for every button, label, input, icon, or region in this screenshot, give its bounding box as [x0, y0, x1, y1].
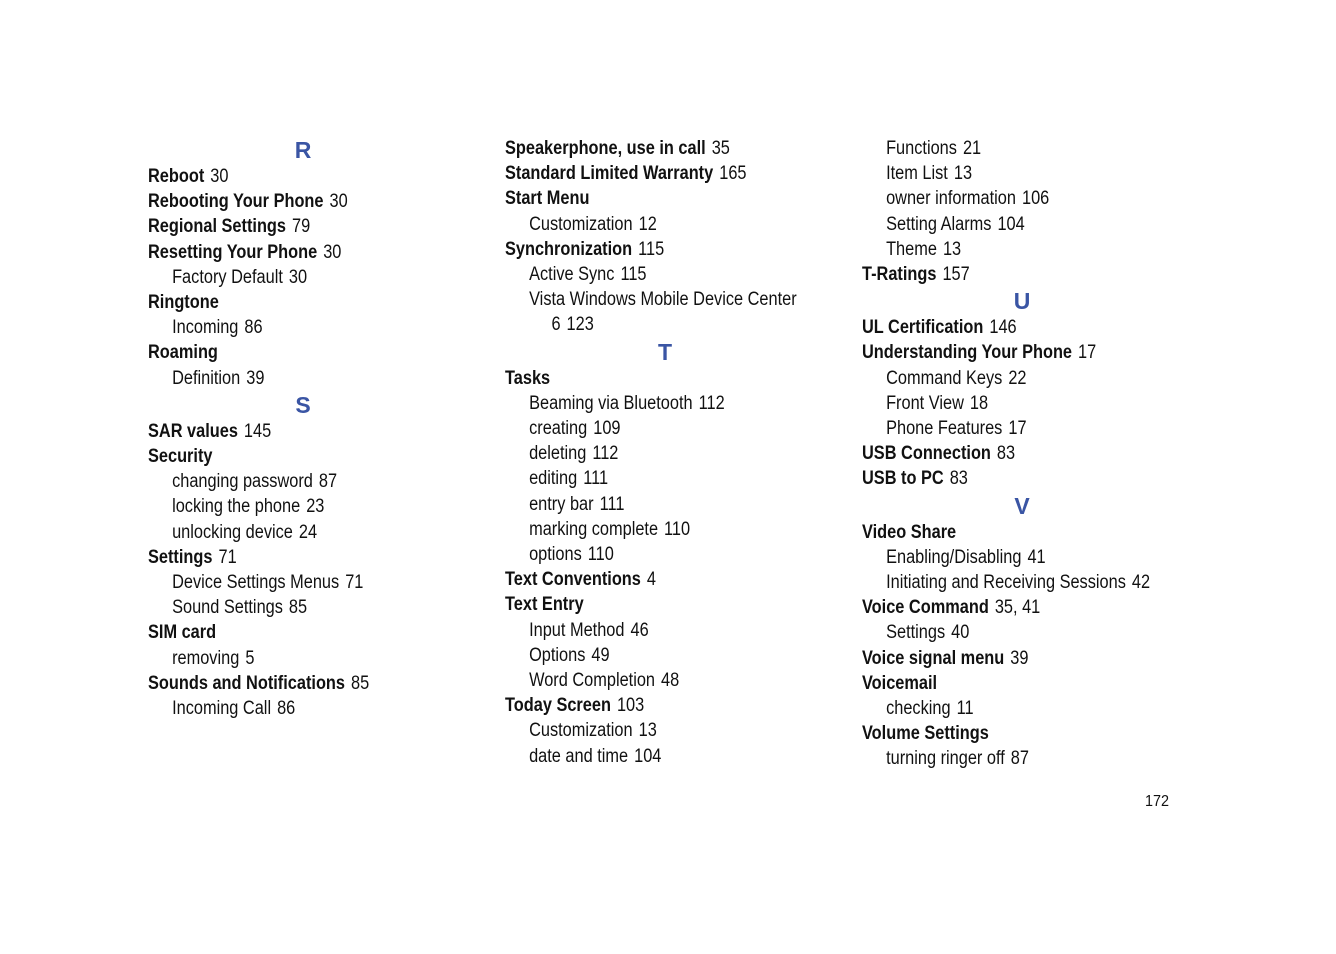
- entry-page-ref: 18: [969, 392, 989, 414]
- entry-term: creating: [529, 418, 588, 440]
- entry-term: Today Screen: [505, 695, 611, 717]
- entry-page-ref: 39: [1010, 647, 1029, 669]
- index-entry: [148, 340, 415, 365]
- entry-page-ref: 13: [953, 163, 973, 185]
- entry-term: Incoming: [172, 317, 239, 339]
- index-entry: [862, 315, 1137, 340]
- index-subentry: [862, 136, 1137, 161]
- index-entry: [148, 164, 415, 189]
- entry-term: Voicemail: [862, 672, 938, 694]
- entry-term: Text Conventions: [505, 569, 641, 591]
- index-subentry: [148, 595, 415, 620]
- entry-term: Roaming: [148, 342, 218, 364]
- entry-page-ref: 30: [288, 266, 308, 288]
- entry-term: Definition: [172, 367, 241, 389]
- entry-page-ref: 30: [323, 241, 342, 263]
- entry-page-ref: 23: [306, 496, 325, 518]
- index-entry: [862, 466, 1137, 491]
- index-entry: [505, 567, 780, 592]
- entry-page-ref: 40: [951, 622, 970, 644]
- entry-page-ref: 35: [711, 138, 730, 159]
- entry-term: Speakerphone, use in call: [505, 138, 706, 159]
- index-subentry: [505, 542, 780, 567]
- entry-page-ref: 109: [593, 418, 621, 440]
- entry-page-ref: 157: [942, 264, 970, 286]
- entry-term: Phone Features: [886, 418, 1003, 440]
- entry-term: turning ringer off: [886, 748, 1005, 770]
- entry-term: Input Method: [529, 619, 625, 641]
- entry-page-ref: 24: [298, 521, 318, 543]
- entry-term: Reboot: [148, 166, 205, 187]
- index-entry: [862, 595, 1137, 620]
- index-subentry: [862, 570, 1151, 595]
- index-subentry: [505, 643, 780, 668]
- entry-term: unlocking device: [172, 521, 293, 543]
- index-subentry: [505, 744, 780, 769]
- entry-term: Security: [148, 446, 213, 468]
- entry-term: Command Keys: [886, 367, 1003, 389]
- entry-term: locking the phone: [172, 496, 301, 518]
- index-entry: [505, 136, 780, 161]
- entry-page-ref: 5: [245, 647, 255, 669]
- section-letter: V: [1014, 492, 1030, 519]
- entry-page-ref: 87: [318, 471, 338, 493]
- index-subentry: [148, 696, 415, 721]
- entry-term: Vista Windows Mobile Device Center: [529, 289, 797, 311]
- index-entry: [505, 693, 780, 718]
- index-entry: [505, 237, 780, 262]
- entry-page-ref: 86: [244, 317, 263, 339]
- index-subentry: [505, 466, 780, 491]
- index-entry: [862, 721, 1137, 746]
- entry-term: Video Share: [862, 521, 957, 543]
- entry-page-ref: 35, 41: [994, 597, 1041, 619]
- index-entry: [148, 620, 415, 645]
- index-entry: [148, 290, 415, 315]
- index-subentry: [862, 237, 1137, 262]
- index-subentry: [505, 517, 780, 542]
- entry-page-ref: 13: [638, 720, 657, 742]
- entry-page-ref: 30: [329, 191, 348, 213]
- entry-term: Active Sync: [529, 264, 615, 286]
- index-subentry: [505, 441, 780, 466]
- entry-term: Voice Command: [862, 597, 989, 619]
- entry-page-ref: 11: [956, 698, 974, 720]
- index-subentry: [862, 186, 1137, 211]
- entry-term: Volume Settings: [862, 723, 989, 745]
- entry-term: Incoming Call: [172, 698, 272, 720]
- entry-page-ref: 112: [592, 443, 619, 465]
- entry-page-ref: 110: [664, 518, 691, 540]
- entry-page-ref: 106: [1021, 188, 1050, 210]
- entry-page-ref: 30: [210, 166, 229, 187]
- index-subentry: [862, 212, 1137, 237]
- section-letter: R: [294, 137, 312, 163]
- index-subentry: [148, 570, 415, 595]
- entry-term: Customization: [529, 213, 633, 235]
- entry-page-ref: 39: [246, 367, 265, 389]
- index-subentry: [862, 545, 1137, 570]
- entry-term: Start Menu: [505, 188, 590, 210]
- index-subentry: [505, 668, 780, 693]
- entry-page-ref: 87: [1010, 748, 1029, 770]
- entry-term: Regional Settings: [148, 216, 287, 238]
- index-subentry: [148, 520, 415, 545]
- index-entry: [862, 340, 1137, 365]
- entry-term: Tasks: [505, 367, 551, 389]
- entry-page-ref: 86: [277, 698, 296, 720]
- index-entry: [148, 419, 415, 444]
- entry-term: Item List: [886, 163, 948, 185]
- entry-page-ref: 22: [1008, 367, 1027, 389]
- entry-page-ref: 13: [942, 238, 962, 260]
- entry-page-ref: 17: [1008, 418, 1027, 440]
- index-entry: [862, 646, 1137, 671]
- entry-term: deleting: [529, 443, 587, 465]
- entry-page-ref: 41: [1027, 546, 1046, 568]
- entry-term: Resetting Your Phone: [148, 241, 318, 263]
- index-entry: [505, 186, 780, 211]
- entry-page-ref: 145: [243, 420, 272, 442]
- entry-page-ref: 46: [630, 619, 649, 641]
- entry-term: Front View: [886, 392, 964, 414]
- index-entry: [862, 441, 1137, 466]
- entry-page-ref: 83: [949, 468, 968, 490]
- entry-page-ref: 71: [345, 572, 364, 594]
- entry-term: Beaming via Bluetooth: [529, 392, 693, 414]
- entry-term: USB to PC: [862, 468, 944, 490]
- entry-page-ref: 165: [719, 163, 747, 185]
- entry-term: 6: [551, 314, 561, 336]
- entry-term: changing password: [172, 471, 313, 493]
- entry-page-ref: 104: [997, 213, 1025, 235]
- entry-page-ref: 111: [599, 493, 625, 515]
- index-subentry: [505, 312, 780, 337]
- index-subentry: [505, 718, 780, 743]
- entry-page-ref: 110: [587, 544, 614, 566]
- entry-term: Settings: [886, 622, 946, 644]
- entry-term: Customization: [529, 720, 633, 742]
- entry-page-ref: 12: [638, 213, 657, 235]
- index-subentry: [148, 646, 415, 671]
- section-letter: U: [1013, 288, 1031, 315]
- entry-term: Synchronization: [505, 238, 633, 260]
- entry-term: Sounds and Notifications: [148, 672, 345, 694]
- entry-page-ref: 111: [583, 468, 609, 490]
- index-entry: [505, 366, 780, 391]
- index-subentry: [862, 161, 1137, 186]
- entry-page-ref: 115: [620, 264, 647, 286]
- index-subentry: [505, 416, 780, 441]
- entry-term: USB Connection: [862, 443, 991, 465]
- entry-term: Theme: [886, 238, 937, 260]
- entry-page-ref: 48: [661, 670, 680, 692]
- entry-term: Initiating and Receiving Sessions: [886, 572, 1126, 594]
- entry-term: Ringtone: [148, 292, 219, 314]
- entry-page-ref: 83: [996, 443, 1016, 465]
- index-subentry: [505, 212, 780, 237]
- entry-page-ref: 85: [288, 597, 308, 619]
- entry-term: Factory Default: [172, 266, 283, 288]
- entry-page-ref: 17: [1078, 342, 1097, 364]
- index-subentry: [505, 391, 780, 416]
- index-entry: [862, 671, 1137, 696]
- index-subentry: [148, 265, 415, 290]
- index-column-3: [862, 136, 1182, 772]
- entry-page-ref: 123: [566, 314, 594, 336]
- index-entry: [505, 592, 780, 617]
- entry-term: Text Entry: [505, 594, 584, 616]
- entry-term: Device Settings Menus: [172, 572, 340, 594]
- index-subentry: [862, 366, 1137, 391]
- entry-term: Enabling/Disabling: [886, 546, 1022, 568]
- entry-term: Options: [529, 644, 586, 666]
- index-subentry: [862, 696, 1137, 721]
- entry-term: Word Completion: [529, 670, 656, 692]
- entry-term: Voice signal menu: [862, 647, 1005, 669]
- index-entry: [505, 161, 780, 186]
- index-entry: [148, 444, 415, 469]
- index-subentry: [862, 416, 1137, 441]
- index-entry: [148, 545, 415, 570]
- entry-term: UL Certification: [862, 317, 984, 339]
- entry-term: SAR values: [148, 420, 238, 442]
- index-entry: [148, 214, 415, 239]
- index-subentry: [505, 287, 797, 312]
- entry-term: marking complete: [529, 518, 659, 540]
- entry-page-ref: 49: [591, 644, 610, 666]
- entry-page-ref: 42: [1131, 572, 1151, 594]
- entry-term: Sound Settings: [172, 597, 283, 619]
- index-subentry: [505, 262, 780, 287]
- entry-term: owner information: [886, 188, 1016, 210]
- index-subentry: [505, 618, 780, 643]
- index-entry: [148, 671, 415, 696]
- index-entry: [148, 240, 415, 265]
- index-subentry: [862, 746, 1137, 771]
- entry-term: date and time: [529, 745, 629, 767]
- index-subentry: [505, 492, 780, 517]
- index-subentry: [148, 494, 415, 519]
- entry-term: editing: [529, 468, 578, 490]
- index-column-2: [505, 136, 825, 769]
- entry-term: removing: [172, 647, 240, 669]
- index-entry: [148, 189, 415, 214]
- entry-term: Functions: [886, 138, 957, 159]
- entry-term: Settings: [148, 546, 213, 568]
- entry-page-ref: 115: [638, 238, 665, 260]
- entry-term: entry bar: [529, 493, 594, 515]
- entry-term: Rebooting Your Phone: [148, 191, 324, 213]
- entry-page-ref: 85: [351, 672, 370, 694]
- entry-page-ref: 71: [218, 546, 237, 568]
- entry-page-ref: 103: [616, 695, 645, 717]
- entry-term: checking: [886, 698, 951, 720]
- index-column-1: [148, 136, 458, 721]
- entry-term: Setting Alarms: [886, 213, 992, 235]
- entry-page-ref: 104: [634, 745, 662, 767]
- index-subentry: [148, 315, 415, 340]
- index-entry: [862, 520, 1137, 545]
- entry-page-ref: 4: [646, 569, 656, 591]
- entry-page-ref: 146: [989, 317, 1017, 339]
- entry-page-ref: 21: [962, 138, 982, 159]
- index-entry: [862, 262, 1137, 287]
- entry-page-ref: 79: [292, 216, 311, 238]
- section-letter: T: [657, 338, 673, 365]
- entry-term: options: [529, 544, 582, 566]
- index-subentry: [862, 391, 1137, 416]
- entry-term: SIM card: [148, 622, 217, 644]
- entry-page-ref: 112: [698, 392, 725, 414]
- section-letter: S: [295, 391, 311, 418]
- entry-term: Understanding Your Phone: [862, 342, 1073, 364]
- index-subentry: [148, 366, 415, 391]
- index-subentry: [148, 469, 415, 494]
- index-subentry: [862, 620, 1137, 645]
- entry-term: Standard Limited Warranty: [505, 163, 714, 185]
- entry-term: T-Ratings: [862, 264, 937, 286]
- page-number: 172: [1145, 793, 1170, 810]
